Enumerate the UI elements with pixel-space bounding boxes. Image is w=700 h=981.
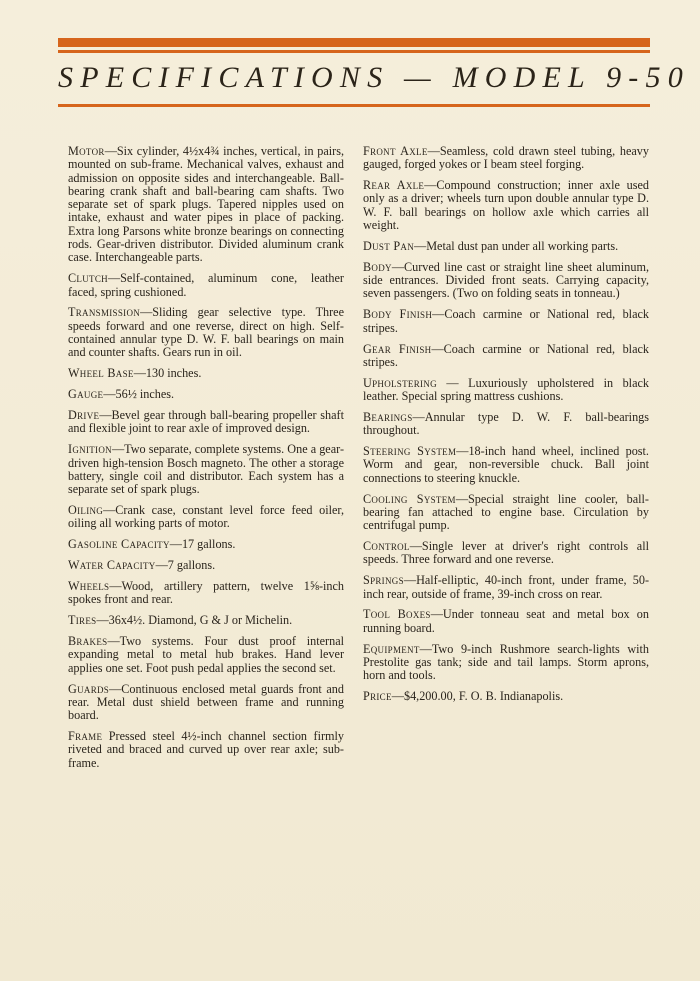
spec-term: Body Finish xyxy=(363,307,433,322)
spec-entry xyxy=(363,308,649,335)
spec-entry xyxy=(68,145,344,265)
spec-description: —Metal dust pan under all working parts. xyxy=(414,238,619,253)
spec-entry xyxy=(68,538,344,551)
spec-entry xyxy=(68,730,344,770)
spec-term: Water Capacity xyxy=(68,558,156,573)
spec-description: —Special straight line cooler, ball-bearing fan attached to engine base. Circulation by centrifugal pump. xyxy=(363,491,649,533)
spec-entry xyxy=(363,343,649,370)
spec-description: —Sliding gear selective type. Three speeds forward and one reverse, direct on high. Self-contained annular type D. W. F. ball bearings on main and counter shafts. Gears run in oil. xyxy=(68,305,344,360)
spec-term: Front Axle xyxy=(363,144,428,158)
spec-term: Cooling System xyxy=(363,491,456,506)
spec-term: Motor xyxy=(68,144,105,158)
spec-entry xyxy=(363,574,649,601)
header-rule-thin xyxy=(58,50,650,53)
spec-entry xyxy=(68,635,344,675)
spec-entry xyxy=(363,493,649,533)
spec-entry xyxy=(363,540,649,567)
spec-term: Gasoline Capacity xyxy=(68,537,170,552)
spec-entry xyxy=(363,608,649,635)
spec-term: Equipment xyxy=(363,641,420,656)
spec-description: —Two 9-inch Rushmore search-lights with Prestolite gas tank; side and tail lamps. Storm aprons, horn and tools. xyxy=(363,641,649,683)
spec-description: —Coach carmine or National red, black stripes. xyxy=(363,307,649,335)
spec-term: Upholstering xyxy=(363,375,437,390)
spec-entry xyxy=(68,443,344,496)
spec-term: Rear Axle xyxy=(363,178,425,193)
spec-description: Pressed steel 4½-inch channel section firmly riveted and braced and curved up over rear axle; sub-frame. xyxy=(68,729,344,770)
spec-description: —Two separate, complete systems. One a gear-driven high-tension Bosch magneto. The other a storage battery, single coil and distributor. Each system has a separate set of spark plugs. xyxy=(68,442,344,497)
spec-entry xyxy=(68,614,344,627)
spec-term: Steering System xyxy=(363,444,457,459)
spec-term: Clutch xyxy=(68,271,108,286)
spec-entry xyxy=(68,306,344,359)
spec-entry xyxy=(68,504,344,531)
spec-entry xyxy=(363,411,649,438)
spec-entry xyxy=(363,179,649,232)
spec-entry xyxy=(363,145,649,172)
spec-description: —Compound construction; inner axle used only as a driver; wheels turn upon double annular type D. W. F. ball bearings on hollow axle which carries all weight. xyxy=(363,178,649,233)
right-spec-column xyxy=(363,145,649,711)
spec-entry xyxy=(363,690,649,703)
spec-description: —Bevel gear through ball-bearing propeller shaft and flexible joint to rear axle of improved design. xyxy=(68,408,344,436)
title-underline-rule xyxy=(58,104,650,107)
spec-description: —Wood, artillery pattern, twelve 1⅝-inch spokes front and rear. xyxy=(68,578,344,607)
spec-entry xyxy=(68,272,344,299)
spec-description: —Annular type D. W. F. ball-bearings throughout. xyxy=(363,409,649,438)
spec-description: —$4,200.00, F. O. B. Indianapolis. xyxy=(391,689,564,704)
spec-term: Control xyxy=(363,539,410,554)
spec-term: Springs xyxy=(363,573,404,588)
spec-term: Brakes xyxy=(68,634,108,649)
spec-term: Oiling xyxy=(68,502,104,517)
spec-description: — Luxuriously upholstered in black leather. Special spring mattress cushions. xyxy=(363,375,649,404)
spec-description: —17 gallons. xyxy=(169,537,236,552)
spec-term: Tires xyxy=(68,613,97,628)
spec-term: Price xyxy=(363,689,392,704)
spec-description: —Coach carmine or National red, black stripes. xyxy=(363,341,649,369)
spec-entry xyxy=(68,367,344,380)
spec-description: —Under tonneau seat and metal box on running board. xyxy=(363,607,649,635)
spec-description: —Single lever at driver's right controls all speeds. Three forward and one reverse. xyxy=(363,539,649,567)
spec-description: —Continuous enclosed metal guards front and rear. Metal dust shield between frame and running board. xyxy=(68,681,344,723)
spec-description: —Self-contained, aluminum cone, leather faced, spring cushioned. xyxy=(68,271,344,299)
spec-term: Ignition xyxy=(68,442,112,457)
spec-description: —36x4½. Diamond, G & J or Michelin. xyxy=(96,613,293,628)
spec-term: Gear Finish xyxy=(363,341,432,356)
spec-term: Wheels xyxy=(68,578,110,593)
spec-entry xyxy=(68,580,344,607)
spec-description: —130 inches. xyxy=(133,366,202,381)
spec-term: Drive xyxy=(68,408,100,423)
spec-term: Guards xyxy=(68,681,110,696)
spec-entry xyxy=(363,377,649,404)
spec-description: —7 gallons. xyxy=(155,558,216,573)
spec-term: Bearings xyxy=(363,409,413,424)
spec-description: —18-inch hand wheel, inclined post. Worm and gear, non-reversible chuck. Ball joint connections to steering knuckle. xyxy=(363,444,649,485)
spec-description: —56½ inches. xyxy=(103,387,175,402)
spec-term: Body xyxy=(363,259,392,274)
spec-description: —Curved line cast or straight line sheet aluminum, side entrances. Divided front seats. Carrying capacity, seven passengers. (Two on folding seats in tonneau.) xyxy=(363,259,649,301)
spec-entry xyxy=(363,261,649,301)
spec-term: Dust Pan xyxy=(363,238,415,253)
spec-entry xyxy=(68,388,344,401)
spec-entry xyxy=(363,240,649,253)
spec-entry xyxy=(68,683,344,723)
spec-term: Wheel Base xyxy=(68,366,134,381)
spec-description: —Seamless, cold drawn steel tubing, heavy gauged, forged yokes or I beam steel forging. xyxy=(363,144,649,172)
page-title: SPECIFICATIONS — MODEL 9-50 xyxy=(58,61,690,94)
spec-entry xyxy=(68,409,344,436)
left-spec-column xyxy=(68,145,344,777)
spec-description: —Six cylinder, 4½x4¾ inches, vertical, in pairs, mounted on sub-frame. Mechanical valves, exhaust and admission on opposite sides and interchangeable. Ball-bearing crank shaft and ball-bearing cam shafts. Two separate set of spark plugs. Tapered nipples used on intake, exhaust and water pipes in place of packing. Extra long Parsons white bronze bearings on connecting rods. Gear-driven distributor. Divided aluminum crank case. Interchangeable parts. xyxy=(68,144,344,265)
spec-entry xyxy=(68,559,344,572)
spec-term: Transmission xyxy=(68,305,141,320)
spec-term: Tool Boxes xyxy=(363,607,431,622)
spec-entry xyxy=(363,643,649,683)
header-rule-thick xyxy=(58,38,650,47)
spec-term: Frame xyxy=(68,729,103,743)
spec-term: Gauge xyxy=(68,387,104,402)
spec-description: —Half-elliptic, 40-inch front, under frame, 50-inch rear, outside of frame, 39-inch cross on rear. xyxy=(363,573,649,601)
spec-description: —Crank case, constant level force feed oiler, oiling all working parts of motor. xyxy=(68,502,344,531)
spec-description: —Two systems. Four dust proof internal expanding metal to metal hub brakes. Hand lever applies one set. Foot push pedal applies the second set. xyxy=(68,634,344,675)
spec-entry xyxy=(363,445,649,485)
